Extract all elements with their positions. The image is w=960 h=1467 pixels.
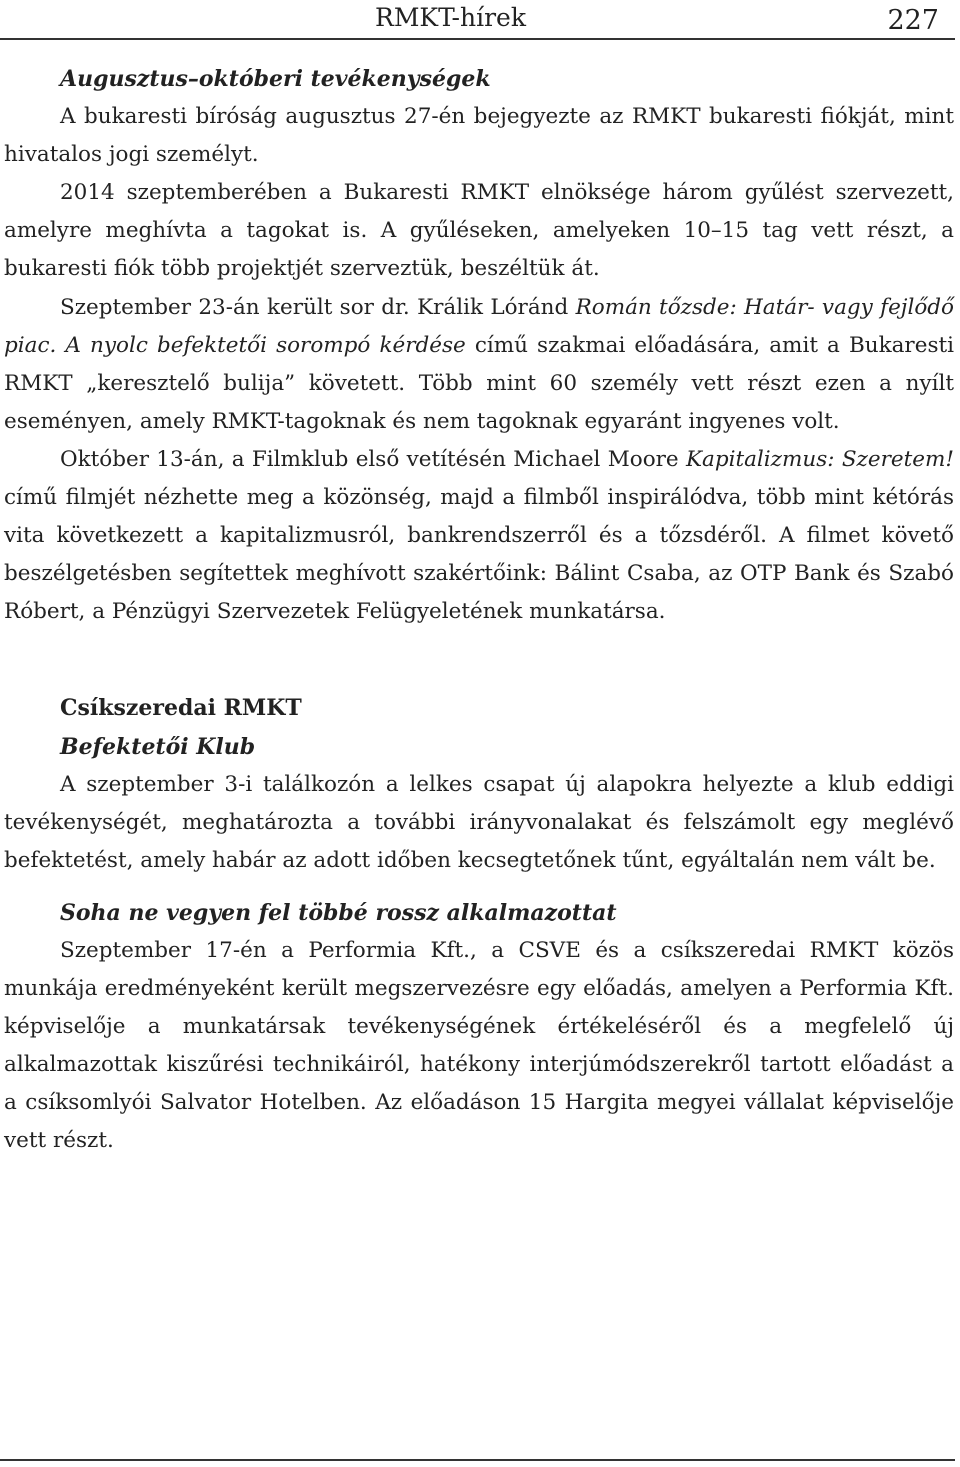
subsection-heading-employees: Soha ne vegyen fel többé rossz alkalmazottat [60,899,617,926]
footer-rule [0,1459,955,1461]
subsection-heading-investor-club: Befektetői Klub [60,733,256,760]
page-header [0,0,955,40]
film-title: Kapitalizmus: Szeretem! [685,446,954,472]
running-title: RMKT-hírek [375,3,526,32]
article-body [4,60,954,1161]
text-run: című filmjét nézhette meg a közönség, majd a filmből inspirálódva, több mint kétórás vita következett a kapitalizmusról, bankrendszerről és a tőzsdéről. A filmet követő beszélgetésben segítettek meghívott szakértőink: Bálint Csaba, az OTP Bank és Szabó Róbert, a Pénzügyi Szervezetek Felügyeletének munkatársa. [4,485,954,625]
page-number: 227 [887,5,939,36]
section-spacer [4,880,954,894]
paragraph: Szeptember 17-én a Performia Kft., a CSVE és a csíkszeredai RMKT közös munkája eredményeként került megszervezésre egy előadás, amelyen a Performia Kft. képviselője a munkatársak tevékenységének értékeléséről és a megfelelő új alkalmazottak kiszűrési technikáiról, hatékony interjúmódszerekről tartott előadást a a csíksomlyói Salvator Hotelben. Az előadáson 15 Hargita megyei vállalat képviselője vett részt. [4,937,954,1154]
paragraph: A szeptember 3-i találkozón a lelkes csapat új alapokra helyezte a klub eddigi tevékenységét, meghatározta a további irányvonalakat és felszámolt egy meglévő befektetést, amely habár az adott időben kecsegtetőnek tűnt, egyáltalán nem vált be. [4,771,954,873]
paragraph: 2014 szeptemberében a Bukaresti RMKT elnöksége három gyűlést szervezett, amelyre meghívta a tagokat is. A gyűléseken, amelyeken 10–15 tag vett részt, a bukaresti fiók több projektjét szerveztük, beszéltük át. [4,180,954,282]
text-run: Szeptember 23-án került sor dr. Králik Lóránd [60,294,576,320]
section-heading-activities: Augusztus–októberi tevékenységek [60,66,491,92]
paragraph-film-club [4,441,954,631]
section-heading-csikszereda: Csíkszeredai RMKT [60,695,302,722]
paragraph-lecture [4,289,954,441]
paragraph: A bukaresti bíróság augusztus 27-én bejegyezte az RMKT bukaresti fiókját, mint hivatalos jogi személyt. [4,104,954,168]
lecture-title: Román tőzsde: Határ- vagy fejlődő piac. A nyolc befektetői sorompó kérdése [4,294,954,358]
section-spacer [4,631,954,689]
text-run: Október 13-án, a Filmklub első vetítésén Michael Moore [60,446,686,472]
text-run: című szakmai előadására, amit a Bukaresti RMKT „keresztelő bulija” követett. Több mint 60 személy vett részt ezen a nyílt eseményen, amely RMKT-tagoknak és nem tagoknak egyaránt ingyenes volt. [4,332,954,434]
